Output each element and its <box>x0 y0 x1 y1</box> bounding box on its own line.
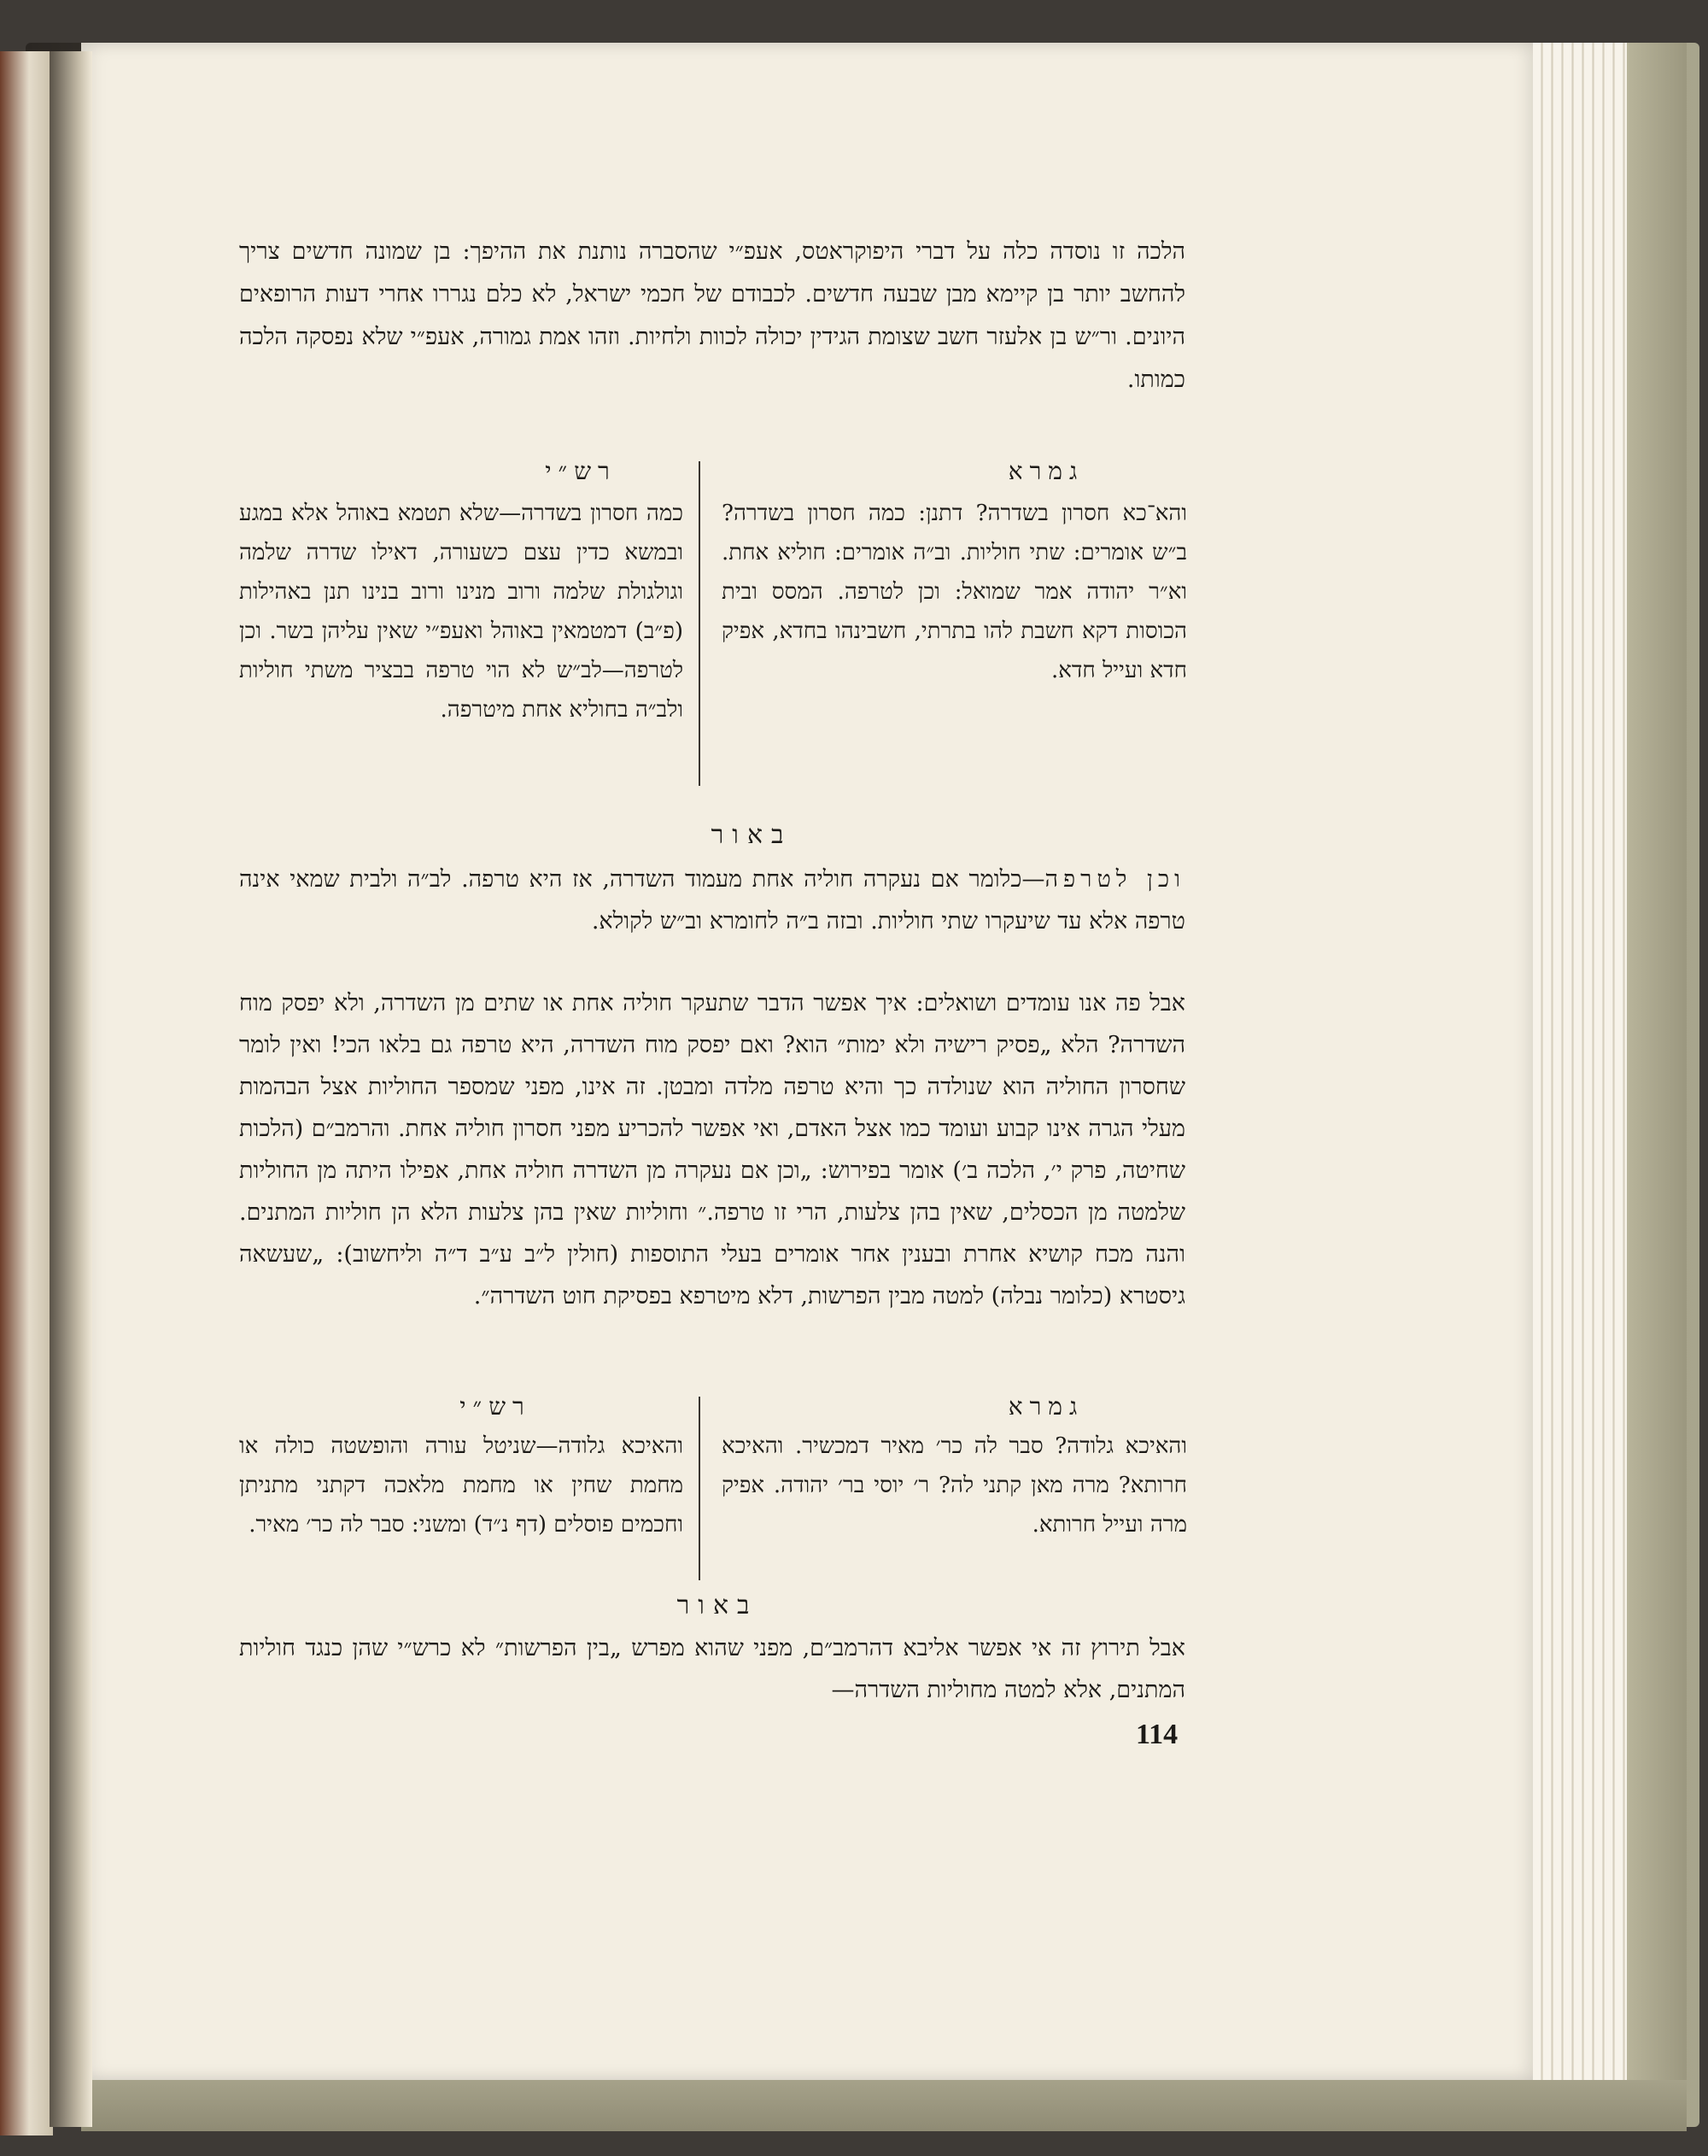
cover-bottom-edge <box>81 2080 1687 2131</box>
rashi-text-2: והאיכא גלודה—שניטל עורה והופשטה כולה או מחמת שחין או מחמת מלאכה דקתני מתניתן וחכמים פוסלים (דף נ״ד) ומשני: סבר לה כר׳ מאיר. <box>239 1433 683 1538</box>
biur-lead-explanation: —כלומר אם נעקרה חוליה אחת מעמוד השדרה, אז היא טרפה. לב״ה ולבית שמאי אינה טרפה אלא עד שיעקרו שתי חוליות. ובזה ב״ה לחומרא וב״ש לקולא. <box>239 866 1185 934</box>
cover-right-edge <box>1627 43 1687 2127</box>
left-page-edge <box>0 51 53 2135</box>
gemara-heading-2: גמרא <box>1008 1392 1085 1421</box>
biur-lead-term: וכן לטרפה <box>1044 866 1185 893</box>
gemara-heading: גמרא <box>1008 457 1085 485</box>
biur-text-2: אבל פה אנו עומדים ושואלים: איך אפשר הדבר שתעקר חוליה אחת או שתים מן השדרה, ולא יפסק מוח השדרה? הלא „פסיק רישיה ולא ימות״ הוא? ואם יפסק מוח השדרה, היא טרפה גם בלאו הכי! ואין לומר שחסרון החוליה הוא שנולדה כך והיא טרפה מלדה ומבטן. זה אינו, מפני שמספר החוליות אצל הבהמות מעלי הגרה אינו קבוע ועומד כמו אצל האדם, ואי אפשר להכריע מפני חסרון חוליה אחת. והרמב״ם (הלכות שחיטה, פרק י׳, הלכה ב׳) אומר בפירוש: „וכן אם נעקרה מן השדרה חוליה אחת, אפילו היתה מן החוליות שלמטה מן הכסלים, שאין בהן צלעות, הרי זו טרפה.״ וחוליות שאין בהן צלעות הלא הן חוליות המתנים. והנה מכח קושיא אחרת ובענין אחר אומרים בעלי התוספות (חולין ל״ב ע״ב ד״ה וליחשוב): „שעשאה גיסטרא (כלומר נבלה) למטה מבין הפרשות, דלא מיטרפא בפסיקת חוט השדרה״. <box>239 990 1185 1309</box>
rashi-heading-2: רש״י <box>459 1392 531 1421</box>
spine-shadow <box>50 51 92 2127</box>
page-stack-edge <box>1533 43 1627 2080</box>
gemara-text-2: והאיכא גלודה? סבר לה כר׳ מאיר דמכשיר. והאיכא חרותא? מרה מאן קתני לה? ר׳ יוסי בר׳ יהודה. אפיק מרה ועייל חרותא. <box>722 1433 1187 1538</box>
rashi-text: כמה חסרון בשדרה—שלא תטמא באוהל אלא במגע ובמשא כדין עצם כשעורה, דאילו שדרה שלמה וגולגולת שלמה ורוב מנינו ורוב בנינו תנן באהילות (פ״ב) דמטמאין באוהל ואעפ״י שאין עליהן בשר. וכן לטרפה—לב״ש לא הוי טרפה בבציר משתי חוליות ולב״ה בחוליא אחת מיטרפה. <box>239 501 683 723</box>
biur-text-3: אבל תירוץ זה אי אפשר אליבא דהרמב״ם, מפני שהוא מפרש „בין הפרשות״ לא כרש״י שהן כנגד חוליות המתנים, אלא למטה מחוליות השדרה— <box>239 1635 1185 1703</box>
gemara-text: והא־כא חסרון בשדרה? דתנן: כמה חסרון בשדרה? ב״ש אומרים: שתי חוליות. וב״ה אומרים: חוליא אחת. וא״ר יהודה אמר שמואל: וכן לטרפה. המסס ובית הכוסות דקא חשבת להו בתרתי, חשבינהו בחדא, אפיק חדא ועייל חדא. <box>722 501 1187 683</box>
biur-text-1 <box>239 858 1185 942</box>
column-divider <box>699 461 700 786</box>
rashi-heading: רש״י <box>545 457 617 485</box>
biur-heading-2: באור <box>676 1591 758 1620</box>
page-number: 114 <box>1136 1719 1179 1750</box>
intro-paragraph: הלכה זו נוסדה כלה על דברי היפוקראטס, אעפ״י שהסברה נותנת את ההיפך: בן שמונה חדשים צריך להחשב יותר בן קיימא מבן שבעה חדשים. לכבודם של חכמי ישראל, לא כלם נגררו אחרי דעות הרופאים היונים. ור״ש בן אלעזר חשב שצומת הגידין יכולה לכוות ולחיות. וזהו אמת גמורה, אעפ״י שלא נפסקה הלכה כמותו. <box>239 238 1185 393</box>
biur-heading: באור <box>711 820 793 850</box>
column-divider-2 <box>699 1397 700 1580</box>
